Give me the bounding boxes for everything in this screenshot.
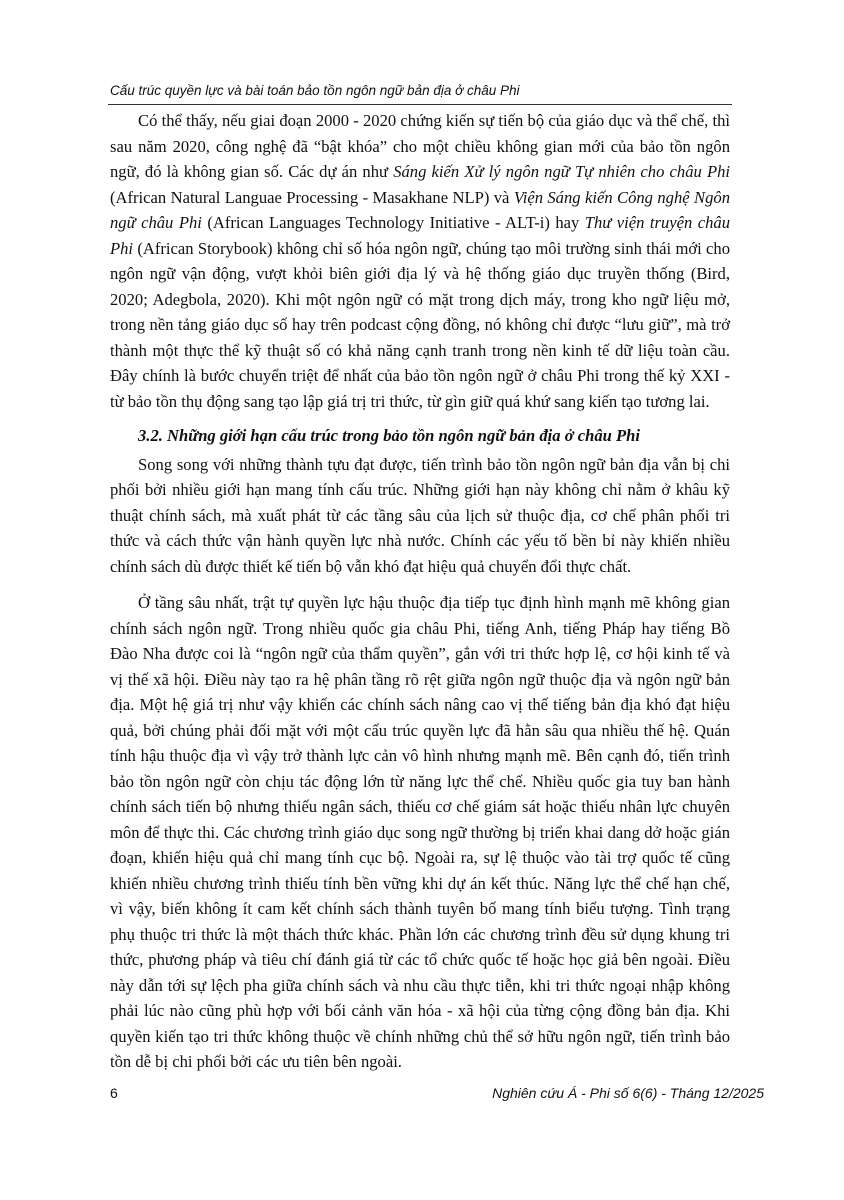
article-body bbox=[110, 108, 730, 1075]
para1-italic-storybook: Thư viện truyện châu Phi bbox=[110, 213, 731, 258]
section-heading-3-2: 3.2. Những giới hạn cấu trúc trong bảo tồn ngôn ngữ bản địa ở châu Phi bbox=[138, 426, 640, 445]
header-divider bbox=[108, 104, 732, 105]
para1-text-2: (African Natural Languae Processing - Masakhane NLP) và bbox=[110, 187, 514, 207]
paragraph-digital-space bbox=[110, 108, 730, 414]
para1-text-1: Có thể thấy, nếu giai đoạn 2000 - 2020 chứng kiến sự tiến bộ của giáo dục và thể chế, thì sau năm 2020, công nghệ đã “bật khóa” cho một chiều không gian mới của bảo tồn ngôn ngữ, đó là không gian số. Các dự án như bbox=[110, 111, 730, 181]
journal-footer: Nghiên cứu Á - Phi số 6(6) - Tháng 12/2025 bbox=[492, 1085, 764, 1101]
paragraph-structural-limits: Song song với những thành tựu đạt được, tiến trình bảo tồn ngôn ngữ bản địa vẫn bị chi phối bởi nhiều giới hạn mang tính cấu trúc. Những giới hạn này không chỉ nằm ở khâu kỹ thuật chính sách, mà xuất phát từ các tầng sâu của lịch sử thuộc địa, cơ chế phân phối tri thức và cách thức vận hành quyền lực nhà nước. Chính các yếu tố bền bỉ này khiến nhiều chính sách dù được thiết kế tiến bộ vẫn khó đạt hiệu quả chuyển đổi thực chất. bbox=[110, 454, 730, 576]
para1-italic-masakhane: Sáng kiến Xử lý ngôn ngữ Tự nhiên cho châu Phi bbox=[393, 162, 730, 181]
page-number: 6 bbox=[110, 1085, 118, 1101]
paragraph-postcolonial-power: Ở tầng sâu nhất, trật tự quyền lực hậu thuộc địa tiếp tục định hình mạnh mẽ không gian chính sách ngôn ngữ. Trong nhiều quốc gia châu Phi, tiếng Anh, tiếng Pháp hay tiếng Bồ Đào Nha được coi là “ngôn ngữ của thẩm quyền”, gắn với tri thức hợp lệ, cơ hội kinh tế và vị thế xã hội. Điều này tạo ra hệ phân tầng rõ rệt giữa ngôn ngữ thuộc địa và ngôn ngữ bản địa. Một hệ giá trị như vậy khiến các chính sách nâng cao vị thế tiếng bản địa khó đạt hiệu quả, bởi chúng phải đối mặt với một cấu trúc quyền lực đã hằn sâu qua nhiều thế hệ. Quán tính hậu thuộc địa vì vậy trở thành lực cản vô hình nhưng mạnh mẽ. Bên cạnh đó, tiến trình bảo tồn ngôn ngữ còn chịu tác động lớn từ năng lực thể chế. Nhiều quốc gia tuy ban hành chính sách tiến bộ nhưng thiếu ngân sách, thiếu cơ chế giám sát hoặc thiếu nhân lực chuyên môn để thực thi. Các chương trình giáo dục song ngữ thường bị triển khai dang dở hoặc gián đoạn, khiến hiệu quả chỉ mang tính cục bộ. Ngoài ra, sự lệ thuộc vào tài trợ quốc tế cũng khiến nhiều chương trình thiếu tính bền vững khi dự án kết thúc. Năng lực thể chế hạn chế, vì vậy, biến không ít cam kết chính sách thành tuyên bố mang tính biểu tượng. Tình trạng phụ thuộc tri thức là một thách thức khác. Phần lớn các chương trình đều sử dụng khung tri thức, phương pháp và tiêu chí đánh giá từ các tổ chức quốc tế hoặc học giả bên ngoài. Điều này dẫn tới sự lệch pha giữa chính sách và nhu cầu thực tiễn, khi tri thức ngoại nhập không phải lúc nào cũng phù hợp với bối cảnh văn hóa - xã hội của từng cộng đồng bản địa. Khi quyền kiến tạo tri thức không thuộc về chính những chủ thể sở hữu ngôn ngữ, tiến trình bảo tồn dễ bị chi phối bởi các ưu tiên bên ngoài. bbox=[110, 593, 730, 1071]
para1-text-4: (African Storybook) không chỉ số hóa ngôn ngữ, chúng tạo môi trường sinh thái mới cho ngôn ngữ vận động, vượt khỏi biên giới địa lý và hệ thống giáo dục truyền thống (Bird, 2020; Adegbola, 2020). Khi một ngôn ngữ có mặt trong dịch máy, trong kho ngữ liệu mở, trong nền tảng giáo dục số hay trên podcast cộng đồng, nó không chỉ được “lưu giữ”, mà trở thành một thực thể kỹ thuật số có khả năng cạnh tranh trong nền kinh tế dữ liệu toàn cầu. Đây chính là bước chuyển triệt để nhất của bảo tồn ngôn ngữ ở châu Phi trong thế kỷ XXI - từ bảo tồn thụ động sang tạo lập giá trị tri thức, từ gìn giữ quá khứ sang kiến tạo tương lai. bbox=[110, 238, 730, 411]
para1-italic-alti: Viện Sáng kiến Công nghệ Ngôn ngữ châu Phi bbox=[110, 187, 730, 232]
running-header: Cấu trúc quyền lực và bài toán bảo tồn ngôn ngữ bản địa ở châu Phi bbox=[110, 83, 520, 98]
para1-text-3: (African Languages Technology Initiative - ALT-i) hay bbox=[201, 213, 585, 232]
